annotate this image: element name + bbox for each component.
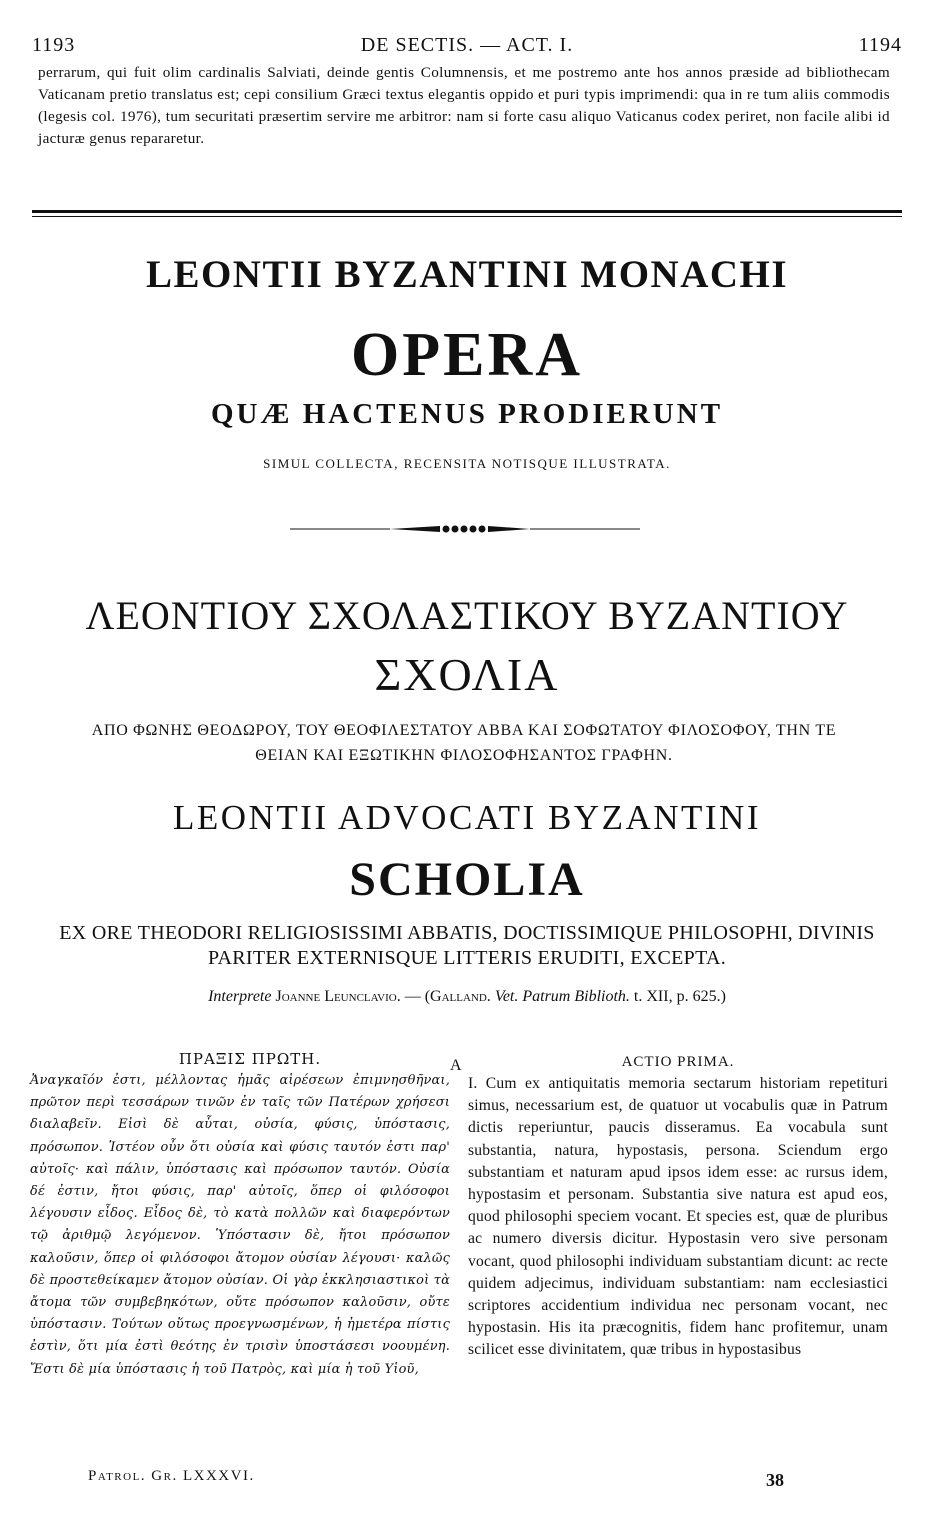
latin-subtitle-line3: EX ORE THEODORI RELIGIOSISSIMI ABBATIS, DOCTISSIMIQUE PHILOSOPHI, DIVINIS xyxy=(59,922,875,944)
interp-dash: — ( xyxy=(404,988,431,1005)
greek-column-text: Ἀναγκαῖόν ἐστι, μέλλοντας ἡμᾶς αἱρέσεων ἐπιμνησθῆναι, πρῶτον περὶ τεσσάρων τινῶν ἐν ταῖς τῶν Πατέρων χρήσεσι διαλαβεῖν. Εἰσὶ δὲ αὗται, οὐσία, φύσις, ὑπόστασις, πρόσωπον. Ἰστέον οὖν ὅτι οὐσία καὶ φύσις ταυτόν ἐστι παρ' αὐτοῖς· καὶ πάλιν, ὑπόστασις καὶ πρόσωπον ταυτόν. Οὐσία δέ ἐστιν, ἤτοι φύσις, παρ' αὐτοῖς, ὅπερ οἱ φιλόσοφοι λέγουσιν εἶδος. Εἶδος δὲ, τὸ κατὰ πολλῶν καὶ διαφερόντων τῷ ἀριθμῷ λεγόμενον. Ὑπόστασιν δὲ, ἤτοι πρόσωπον καλοῦσιν, ὅπερ οἱ φιλόσοφοι ἄτομον οὐσίαν λέγουσι· καλῶς δὲ προστεθείκαμεν ἄτομον οὐσίαν. Οἱ γὰρ ἐκκλησιαστικοὶ τὰ ἄτομα τῶν συμβεβηκότων, οὔτε πρόσωπον καλοῦσιν, οὔτε ὑπόστασιν. Τούτων οὕτως προεγνωσμένων, ἡ ἡμετέρα πίστις ἐστὶν, ὅτι μία ἐστὶ θεότης ἐν τρισὶν ὑποστάσεσι νοουμένη. Ἔστι δὲ μία ὑπόστασις ἡ τοῦ Πατρὸς, καὶ μία ἡ τοῦ Υἱοῦ, xyxy=(30,1073,450,1377)
latin-column-text: I. Cum ex antiquitatis memoria sectarum historiam repetituri simus, necessarium est, de quatuor ut vocabulis quæ in Patrum dictis reperiuntur, paucis disseramus. Ea vocabula sunt substantia, natura, hypostasis, persona. Sciendum ergo substantiam et naturam apud ipsos idem esse: ac rursus idem, hypostasim et personam. Substantia sive natura est apud eos, quod philosophi speciem vocant. Et species est, quæ de pluribus ac numero diversis dicitur. Hypostasin vero sive personam vocant, quod philosophi individuam substantiam dicunt: ac recte quidem adjecimus, individuam substantiam: nam ecclesiastici scriptores accidentium individua nec personam vocant, nec hypostasin. His ita præcognitis, fidem hanc profitemur, unam scilicet esse divinitatem, quæ tribus in hypostasibus xyxy=(468,1075,888,1359)
latin-title-line4: SIMUL COLLECTA, RECENSITA NOTISQUE ILLUSTRATA. xyxy=(263,456,671,471)
greek-column-heading: ΠΡΑΞΙΣ ΠΡΩΤΗ. xyxy=(178,1050,322,1068)
greek-title-line1: ΛΕΟΝΤΙΟΥ ΣΧΟΛΑΣΤΙΚΟΥ ΒΥΖΑΝΤΙΟΥ xyxy=(85,593,849,638)
greek-subtitle xyxy=(38,718,890,768)
interp-source: Galland. xyxy=(430,988,491,1005)
running-header xyxy=(32,34,902,58)
greek-subtitle-line1: ΑΠΟ ΦΩΝΗΣ ΘΕΟΔΩΡΟΥ, ΤΟΥ ΘΕΟΦΙΛΕΣΤΑΤΟΥ ΑΒΒΑ ΚΑΙ ΣΟΦΩΤΑΤΟΥ ΦΙΛΟΣΟΦΟΥ, ΤΗΝ ΤΕ xyxy=(91,722,837,739)
interp-label: Interprete xyxy=(208,988,272,1005)
interpreter-credit xyxy=(32,988,902,1006)
latin-title-line3: QUÆ HACTENUS PRODIERUNT xyxy=(210,398,724,430)
intro-paragraph: perrarum, qui fuit olim cardinalis Salviati, deinde gentis Columnensis, et me postremo ante hos annos præside ad bibliothecam Vaticanam pretio translatus est; cepi consilium Græci textus elegantis oppido et puri typis imprimendi: qua in re tum aliis commodis (legesis col. 1976), tum securitati præsertim servire me arbitror: nam si forte casu aliquo Vaticanus codex periret, non facile alibi id jacturæ genus repararetur. xyxy=(38,64,890,147)
latin-subtitle-scholia: SCHOLIA xyxy=(349,853,585,906)
interp-name: Joanne Leunclavio. xyxy=(275,988,401,1005)
ornament-divider-icon xyxy=(290,521,640,537)
double-rule-divider xyxy=(32,210,902,217)
latin-subtitle-description xyxy=(32,921,902,971)
interp-work: Vet. Patrum Biblioth. xyxy=(494,988,630,1005)
footer-signature xyxy=(88,1468,255,1485)
footer-sheet-number: 38 xyxy=(766,1470,784,1490)
page-number-right: 1194 xyxy=(858,34,902,56)
greek-column xyxy=(30,1050,450,1381)
footer-patrol: Patrol. xyxy=(88,1468,147,1484)
latin-subtitle-line1: LEONTII ADVOCATI BYZANTINI xyxy=(173,798,761,837)
latin-column xyxy=(468,1054,888,1362)
interp-volume: t. XII, p. 625.) xyxy=(633,988,726,1005)
latin-subtitle-line4: PARITER EXTERNISQUE LITTERIS ERUDITI, EXCEPTA. xyxy=(207,947,727,969)
greek-subtitle-line2: ΘΕΙΑΝ ΚΑΙ ΕΞΩΤΙΚΗΝ ΦΙΛΟΣΟΦΗΣΑΝΤΟΣ ΓΡΑΦΗΝ. xyxy=(255,747,673,764)
latin-column-heading: ACTIO PRIMA. xyxy=(621,1054,735,1070)
greek-title-scholia: ΣΧΟΛΙΑ xyxy=(374,649,560,700)
latin-title-line1: LEONTII BYZANTINI MONACHI xyxy=(145,253,789,296)
footer-series: Gr. LXXXVI. xyxy=(151,1468,255,1484)
column-marker-letter: A xyxy=(450,1057,462,1074)
page-number-left: 1193 xyxy=(32,34,76,56)
latin-title-opera: OPERA xyxy=(351,321,583,389)
running-title: DE SECTIS. — ACT. I. xyxy=(360,34,574,56)
